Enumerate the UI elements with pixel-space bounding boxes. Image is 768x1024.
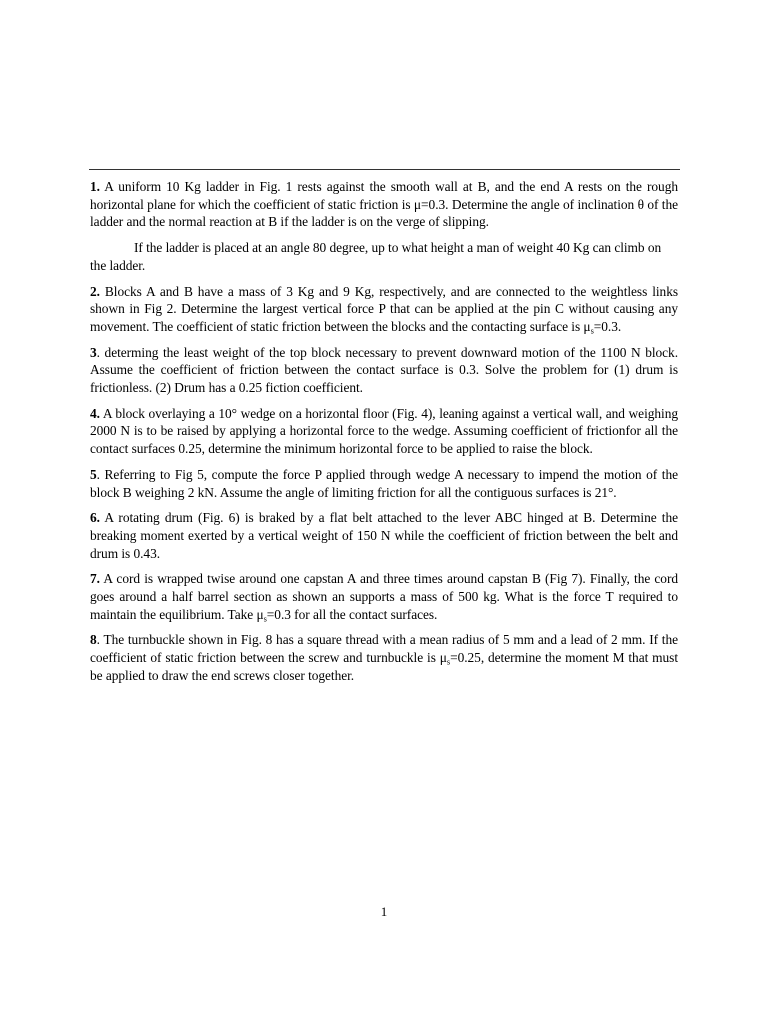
problem-number: 5: [90, 466, 97, 482]
problem-text: . The turnbuckle shown in Fig. 8 has a square thread with a mean radius of 5 mm and a lead of 2 mm. If the coefficient of static friction between the screw and turnbuckle is μ: [90, 632, 678, 666]
problem-text: If the ladder is placed at an angle 80 degree, up to what height a man of weight 40 Kg can climb on the ladder.: [90, 240, 662, 273]
subscript: s: [446, 657, 451, 667]
problem-number: 4.: [90, 405, 100, 421]
problem-5: [90, 466, 678, 501]
problem-text: =0.3 for all the contact surfaces.: [266, 606, 438, 622]
problem-1-followup: [90, 239, 678, 274]
problem-2: [90, 283, 678, 336]
problem-text: . Referring to Fig 5, compute the force P applied through wedge A necessary to impend the motion of the block B weighing 2 kN. Assume the angle of limiting friction for all the contiguous surfaces is 21°.: [90, 466, 678, 500]
problem-1: [90, 178, 678, 231]
problem-number: 1.: [90, 179, 100, 194]
subscript: s: [263, 614, 267, 624]
problem-text: A block overlaying a 10° wedge on a horizontal floor (Fig. 4), leaning against a vertical wall, and weighing 2000 N is to be raised by applying a horizontal force to the wedge. Assuming coefficient of frictionfor all the contact surfaces 0.25, determine the minimum horizontal force to be applied to raise the block.: [90, 405, 678, 457]
problem-3: [90, 344, 678, 397]
problem-text: A cord is wrapped twise around one capstan A and three times around capstan B (Fig 7). Finally, the cord goes around a half barrel section as shown an supports a mass of 500 kg. What is the force T required to maintain the equilibrium. Take μ: [90, 571, 678, 622]
page-number: 1: [380, 904, 388, 919]
problem-text: Blocks A and B have a mass of 3 Kg and 9 Kg, respectively, and are connected to the weightless links shown in Fig 2. Determine the largest vertical force P that can be applied at the pin C without causing any movement. The coefficient of static friction between the blocks and the contacting surface is μ: [90, 283, 678, 334]
problem-number: 7.: [90, 571, 100, 587]
problem-number: 6.: [90, 510, 100, 526]
problem-number: 3: [90, 344, 97, 360]
subscript: s: [590, 326, 594, 336]
header-rule: [89, 169, 680, 170]
problem-text: =0.3.: [593, 318, 622, 334]
problem-number: 8: [90, 632, 97, 648]
problem-list: [90, 178, 678, 693]
problem-text: A uniform 10 Kg ladder in Fig. 1 rests against the smooth wall at B, and the end A rests on the rough horizontal plane for which the coefficient of static friction is μ=0.3. Determine the angle of inclination θ of the ladder and the normal reaction at B if the ladder is on the verge of slipping.: [90, 179, 678, 230]
problem-6: [90, 509, 678, 562]
problem-text: =0.25, determine the moment M that must be applied to draw the end screws closer together.: [90, 650, 679, 683]
problem-number: 2.: [90, 283, 100, 299]
problem-4: [90, 405, 678, 458]
problem-text: A rotating drum (Fig. 6) is braked by a flat belt attached to the lever ABC hinged at B. Determine the breaking moment exerted by a vertical weight of 150 N while the coefficient of friction between the belt and drum is 0.43.: [90, 510, 678, 561]
problem-text: . determing the least weight of the top block necessary to prevent downward motion of the 1100 N block. Assume the coefficient of friction between the contact surface is 0.3. Solve the problem for (1) drum is frictionless. (2) Drum has a 0.25 fiction coefficient.: [90, 344, 678, 396]
problem-7: [90, 570, 678, 623]
problem-8: [90, 631, 678, 684]
